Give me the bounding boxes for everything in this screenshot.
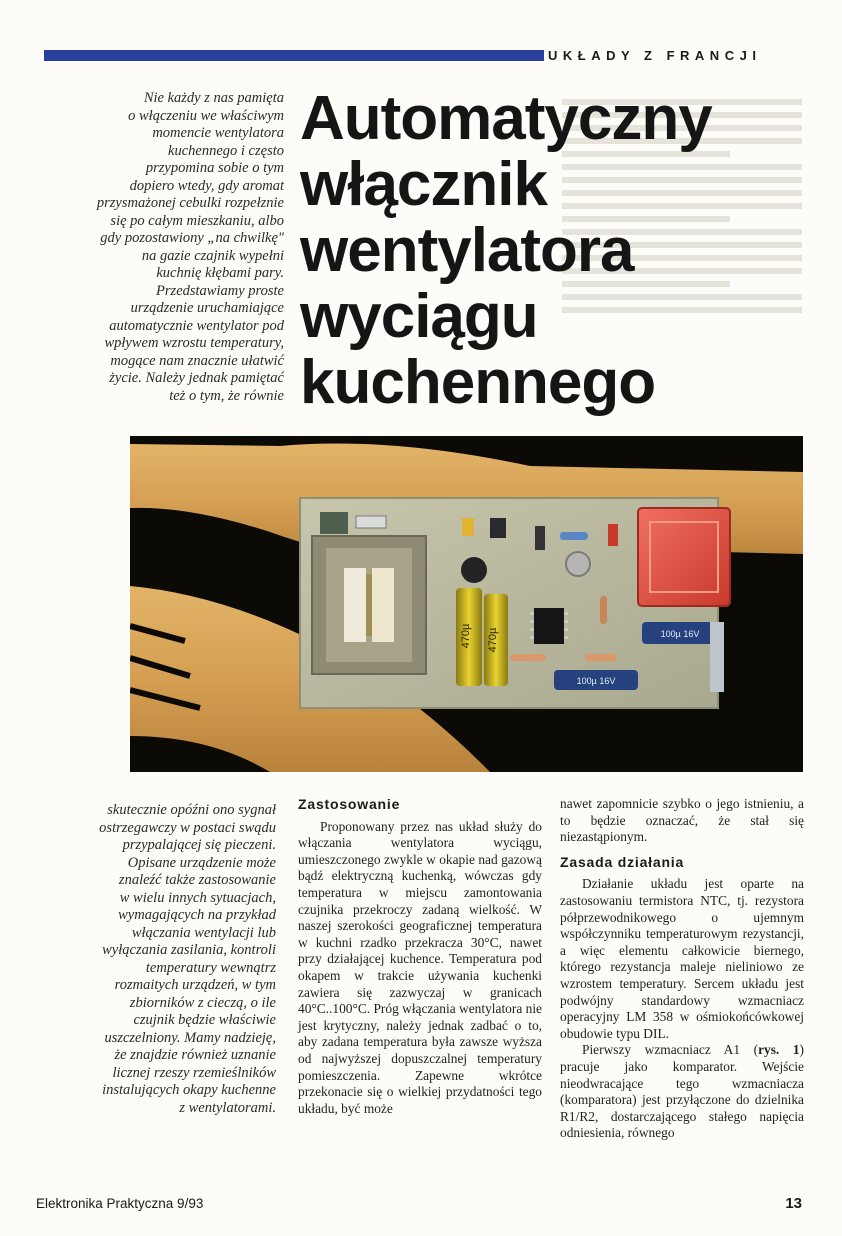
intro-line: gdy pozostawiony „na chwilkę" — [100, 230, 284, 246]
title-line: wentylatora — [300, 216, 634, 285]
intro-line: urządzenie uruchamiające — [130, 300, 284, 316]
intro-line: z wentylatorami. — [179, 1099, 276, 1116]
title-line: Automatyczny — [300, 84, 712, 153]
circuit-board-photo — [130, 436, 803, 772]
section-label: UKŁADY Z FRANCJI — [548, 48, 762, 63]
magazine-footer: Elektronika Praktyczna 9/93 — [36, 1196, 204, 1211]
cap-label: 100µ 16V — [576, 676, 616, 686]
cap-label: 100µ 16V — [660, 629, 700, 639]
intro-line: też o tym, że równie — [169, 387, 284, 404]
section-heading-zastosowanie: Zastosowanie — [298, 796, 401, 812]
section-heading-zasada: Zasada działania — [560, 853, 685, 870]
intro-line: Nie każdy z nas pamięta — [143, 90, 284, 106]
intro-line: dopiero wtedy, gdy aromat — [129, 177, 284, 194]
intro-line: kuchnię kłębami pary. — [156, 265, 284, 281]
title-line: wyciągu — [300, 282, 538, 351]
intro-line: skutecznie opóźni ono sygnał — [107, 802, 276, 818]
page-number: 13 — [785, 1195, 802, 1212]
body-column-right — [560, 796, 804, 1142]
intro-line: na gazie czajnik wypełni — [141, 247, 284, 264]
paragraph — [560, 1042, 804, 1142]
intro-line: zbiorników z cieczą, o ile — [129, 994, 276, 1011]
paragraph: Proponowany przez nas układ służy do włączania wentylatora wyciągu, umieszczonego zwykle w okapie nad gazową bądź elektryczną kuchenką, wówczas gdy temperatura w miejscu zamontowania czujnika przekroczy zadaną wielkość. W naszej szerokości geograficznej temperatura w kuchni rzadko przekracza 30°C, nawet przy działającej kuchence. Temperatura pod okapem w trakcie używania kuchenki zawiera się zazwyczaj w granicach 40°C..100°C. Próg włączania wentylatora nie jest krytyczny, należy jednak zadbać o to, aby zadana temperatura była zawsze wyższa od najwyższej dopuszczalnej temperatury pomieszczenia. Zapewne wkrótce przekonacie się o wielkiej przydatności tego układu, być może — [298, 818, 542, 1116]
intro-line: w wielu innych sytuacjach, — [119, 889, 276, 906]
intro-line: że znajdzie również uznanie — [114, 1047, 276, 1063]
intro-text-continued — [36, 802, 276, 1117]
paragraph: Działanie układu jest oparte na zastosowaniu termistora NTC, tj. rezystora półprzewodnikowego o ujemnym współczynniku temperaturowym rezystancji, a więc elementu całkowicie biernego, którego rezystancja maleje nieliniowo ze wzrostem temperatury. Sercem układu jest podwójny standardowy wzmacniacz operacyjny LM 358 w ośmiokońcówkowej obudowie typu DIL. — [560, 876, 804, 1041]
intro-line: przysmażonej cebulki rozpełznie — [96, 195, 284, 211]
intro-line: mogące nam znacznie ułatwić — [110, 352, 284, 369]
intro-line: wymagających na przykład — [118, 907, 276, 923]
title-line: włącznik — [300, 150, 547, 219]
figure-reference: rys. 1 — [758, 1042, 800, 1058]
intro-line: uszczelniony. Mamy nadzieję, — [104, 1029, 276, 1046]
intro-line: Przedstawiamy proste — [156, 282, 284, 299]
body-column-middle — [298, 796, 542, 1117]
intro-line: przypalającej się pieczeni. — [122, 837, 276, 853]
intro-line: wpływem wzrostu temperatury, — [104, 335, 284, 351]
intro-line: wyłączania zasilania, kontroli — [102, 942, 276, 958]
intro-line: automatycznie wentylator pod — [109, 317, 284, 334]
intro-line: się po całym mieszkaniu, albo — [110, 212, 284, 229]
cap-label: 470µ — [487, 627, 499, 653]
title-line: kuchennego — [300, 348, 656, 417]
intro-line: ostrzegawczy w postaci swądu — [99, 819, 276, 836]
intro-line: temperatury wewnątrz — [145, 959, 276, 976]
intro-line: licznej rzeszy rzemieślników — [112, 1064, 276, 1081]
paragraph-text: Pierwszy wzmacniacz A1 ( — [582, 1042, 759, 1058]
intro-line: Opisane urządzenie może — [127, 854, 276, 871]
cap-label: 470µ — [460, 623, 472, 649]
paragraph-continuation: nawet zapomnicie szybko o jego istnieniu, a to będzie oznaczać, że stał się niezastąpionym. — [560, 796, 804, 845]
intro-line: rozmaitych urządzeń, w tym — [114, 977, 276, 993]
intro-line: znaleźć także zastosowanie — [118, 872, 276, 888]
article-title — [300, 86, 740, 416]
intro-line: przypomina sobie o tym — [145, 160, 284, 176]
intro-line: kuchennego i często — [168, 142, 284, 159]
intro-text — [36, 90, 284, 405]
intro-line: czujnik będzie właściwie — [133, 1012, 276, 1028]
intro-line: instalujących okapy kuchenne — [102, 1082, 276, 1098]
header-color-bar — [44, 50, 544, 61]
intro-line: momencie wentylatora — [152, 125, 284, 141]
intro-line: życie. Należy jednak pamiętać — [109, 370, 284, 386]
intro-line: włączania wentylacji lub — [131, 924, 276, 941]
paragraph-text: ) pracuje jako komparator. Wejście nieodwracające tego wzmacniacza (komparatora) jest przyłączone do dzielnika R1/R2, dostarczającego stałego napięcia odniesienia, równego — [560, 1042, 804, 1141]
intro-line: o włączeniu we właściwym — [128, 107, 284, 124]
